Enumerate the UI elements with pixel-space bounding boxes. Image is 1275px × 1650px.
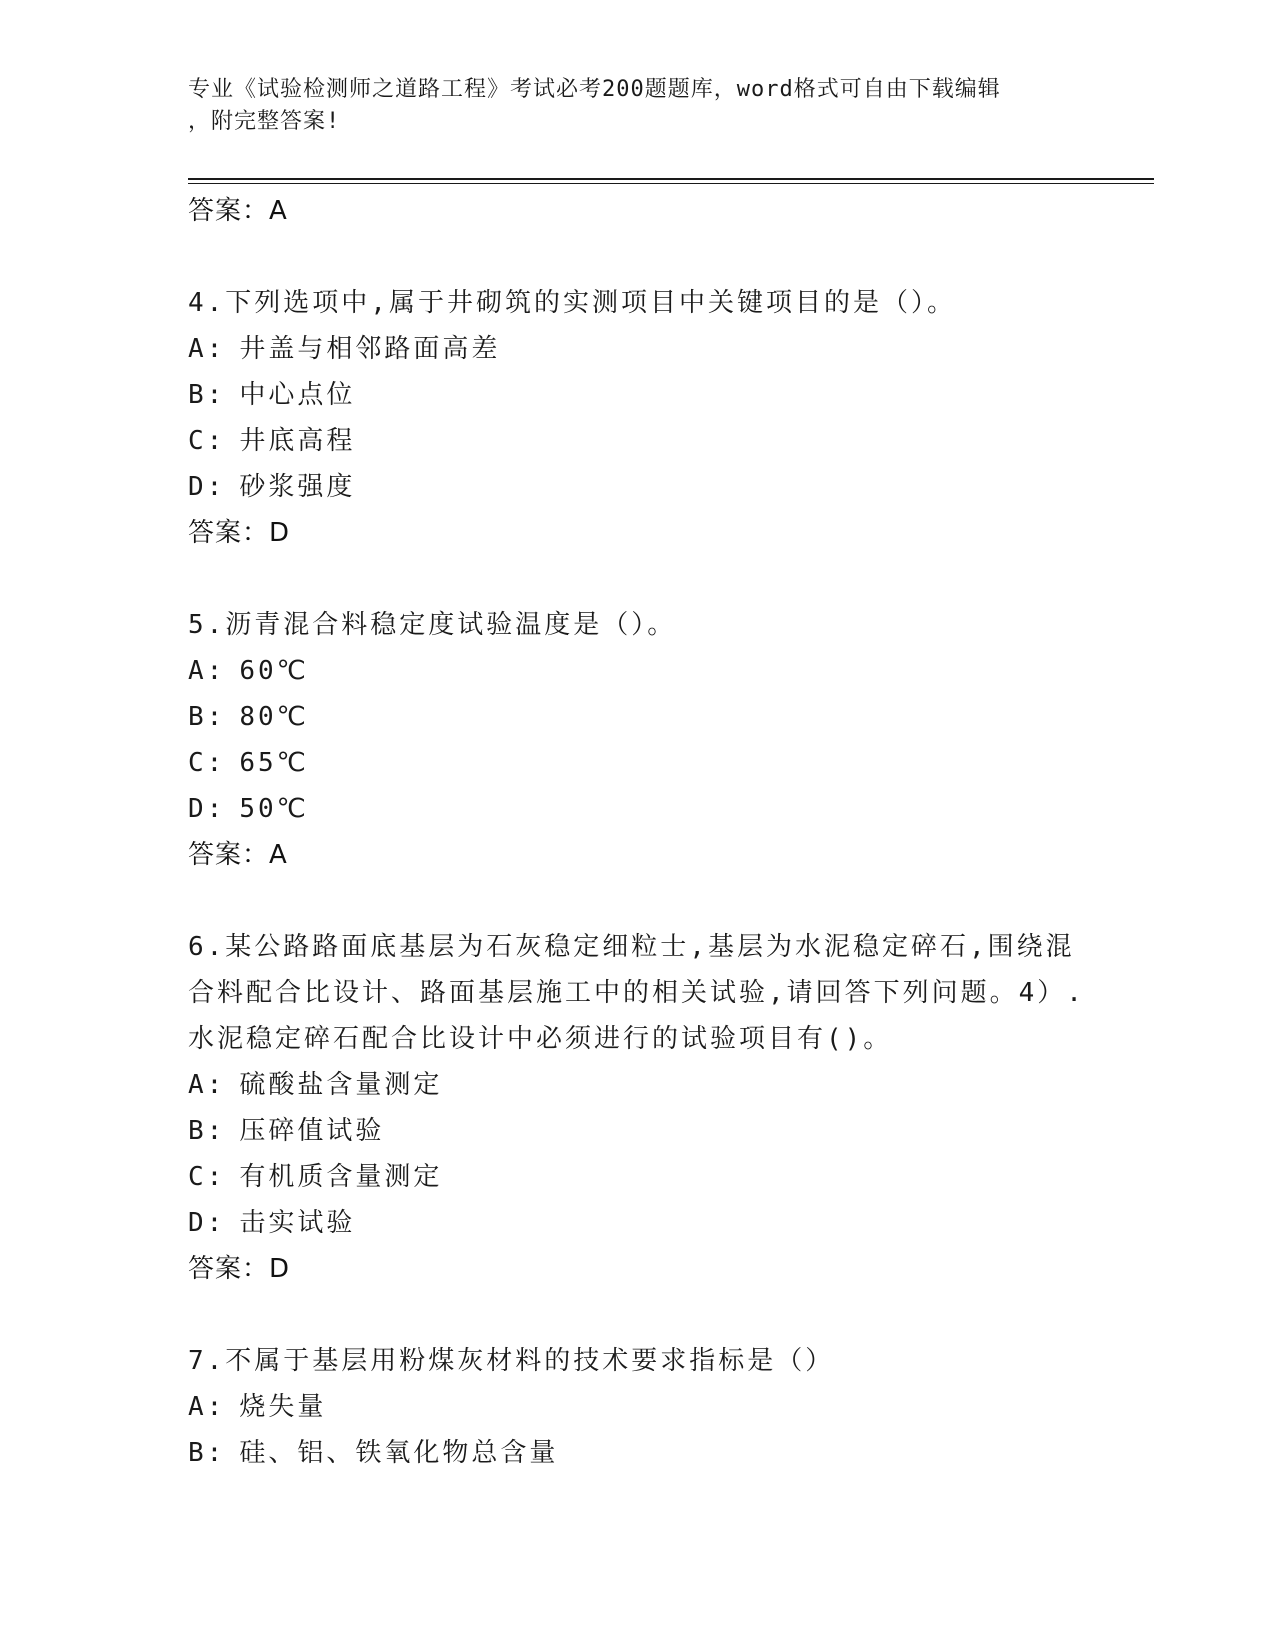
option-text: 井底高程 xyxy=(239,426,356,456)
option-d xyxy=(188,464,1088,510)
question-stem: 7.不属于基层用粉煤灰材料的技术要求指标是（） xyxy=(188,1346,835,1376)
question-block xyxy=(188,280,1088,556)
option-text: 压碎值试验 xyxy=(239,1116,385,1146)
option-text: 烧失量 xyxy=(239,1392,327,1422)
question-list xyxy=(188,188,1088,1476)
option-b xyxy=(188,372,1088,418)
header-divider-thick xyxy=(188,178,1154,180)
option-key: A: xyxy=(188,1070,226,1100)
option-b xyxy=(188,1108,1088,1154)
option-text: 50℃ xyxy=(239,794,309,824)
option-c xyxy=(188,418,1088,464)
option-d xyxy=(188,786,1088,832)
question-block xyxy=(188,924,1088,1292)
question-stem: 5.沥青混合料稳定度试验温度是（）。 xyxy=(188,610,677,640)
question-block xyxy=(188,602,1088,878)
option-c xyxy=(188,1154,1088,1200)
option-key: D: xyxy=(188,1208,226,1238)
option-a xyxy=(188,326,1088,372)
option-key: A: xyxy=(188,334,226,364)
option-a xyxy=(188,1062,1088,1108)
option-key: B: xyxy=(188,1116,226,1146)
answer-line: 答案：A xyxy=(188,840,288,870)
option-text: 65℃ xyxy=(239,748,309,778)
option-key: B: xyxy=(188,380,226,410)
header-line-1: 专业《试验检测师之道路工程》考试必考200题题库，word格式可自由下载编辑 xyxy=(188,77,1001,102)
question-stem: 6.某公路路面底基层为石灰稳定细粒士,基层为水泥稳定碎石,围绕混 xyxy=(188,932,1075,962)
header-divider-thin xyxy=(188,183,1154,184)
option-key: D: xyxy=(188,794,226,824)
option-key: A: xyxy=(188,656,226,686)
option-text: 中心点位 xyxy=(239,380,356,410)
answer-line: 答案：D xyxy=(188,518,291,548)
option-a xyxy=(188,648,1088,694)
option-key: B: xyxy=(188,1438,226,1468)
option-key: C: xyxy=(188,748,226,778)
option-b xyxy=(188,694,1088,740)
option-key: A: xyxy=(188,1392,226,1422)
option-text: 有机质含量测定 xyxy=(239,1162,443,1192)
option-text: 砂浆强度 xyxy=(239,472,356,502)
option-text: 80℃ xyxy=(239,702,309,732)
option-key: C: xyxy=(188,1162,226,1192)
option-text: 击实试验 xyxy=(239,1208,356,1238)
question-stem: 水泥稳定碎石配合比设计中必须进行的试验项目有()。 xyxy=(188,1024,893,1054)
option-b xyxy=(188,1430,1088,1476)
option-a xyxy=(188,1384,1088,1430)
option-key: C: xyxy=(188,426,226,456)
answer-line: 答案：A xyxy=(188,196,288,226)
option-text: 井盖与相邻路面高差 xyxy=(239,334,501,364)
header-line-2: ，附完整答案! xyxy=(188,109,341,134)
question-stem: 合料配合比设计、路面基层施工中的相关试验,请回答下列问题。4）. xyxy=(188,978,1085,1008)
answer-line: 答案：D xyxy=(188,1254,291,1284)
question-block xyxy=(188,1338,1088,1476)
option-text: 硅、铝、铁氧化物总含量 xyxy=(239,1438,559,1468)
document-header xyxy=(188,74,1068,138)
option-key: D: xyxy=(188,472,226,502)
question-stem: 4.下列选项中,属于井砌筑的实测项目中关键项目的是（）。 xyxy=(188,288,956,318)
option-key: B: xyxy=(188,702,226,732)
option-text: 硫酸盐含量测定 xyxy=(239,1070,443,1100)
option-c xyxy=(188,740,1088,786)
option-text: 60℃ xyxy=(239,656,309,686)
option-d xyxy=(188,1200,1088,1246)
